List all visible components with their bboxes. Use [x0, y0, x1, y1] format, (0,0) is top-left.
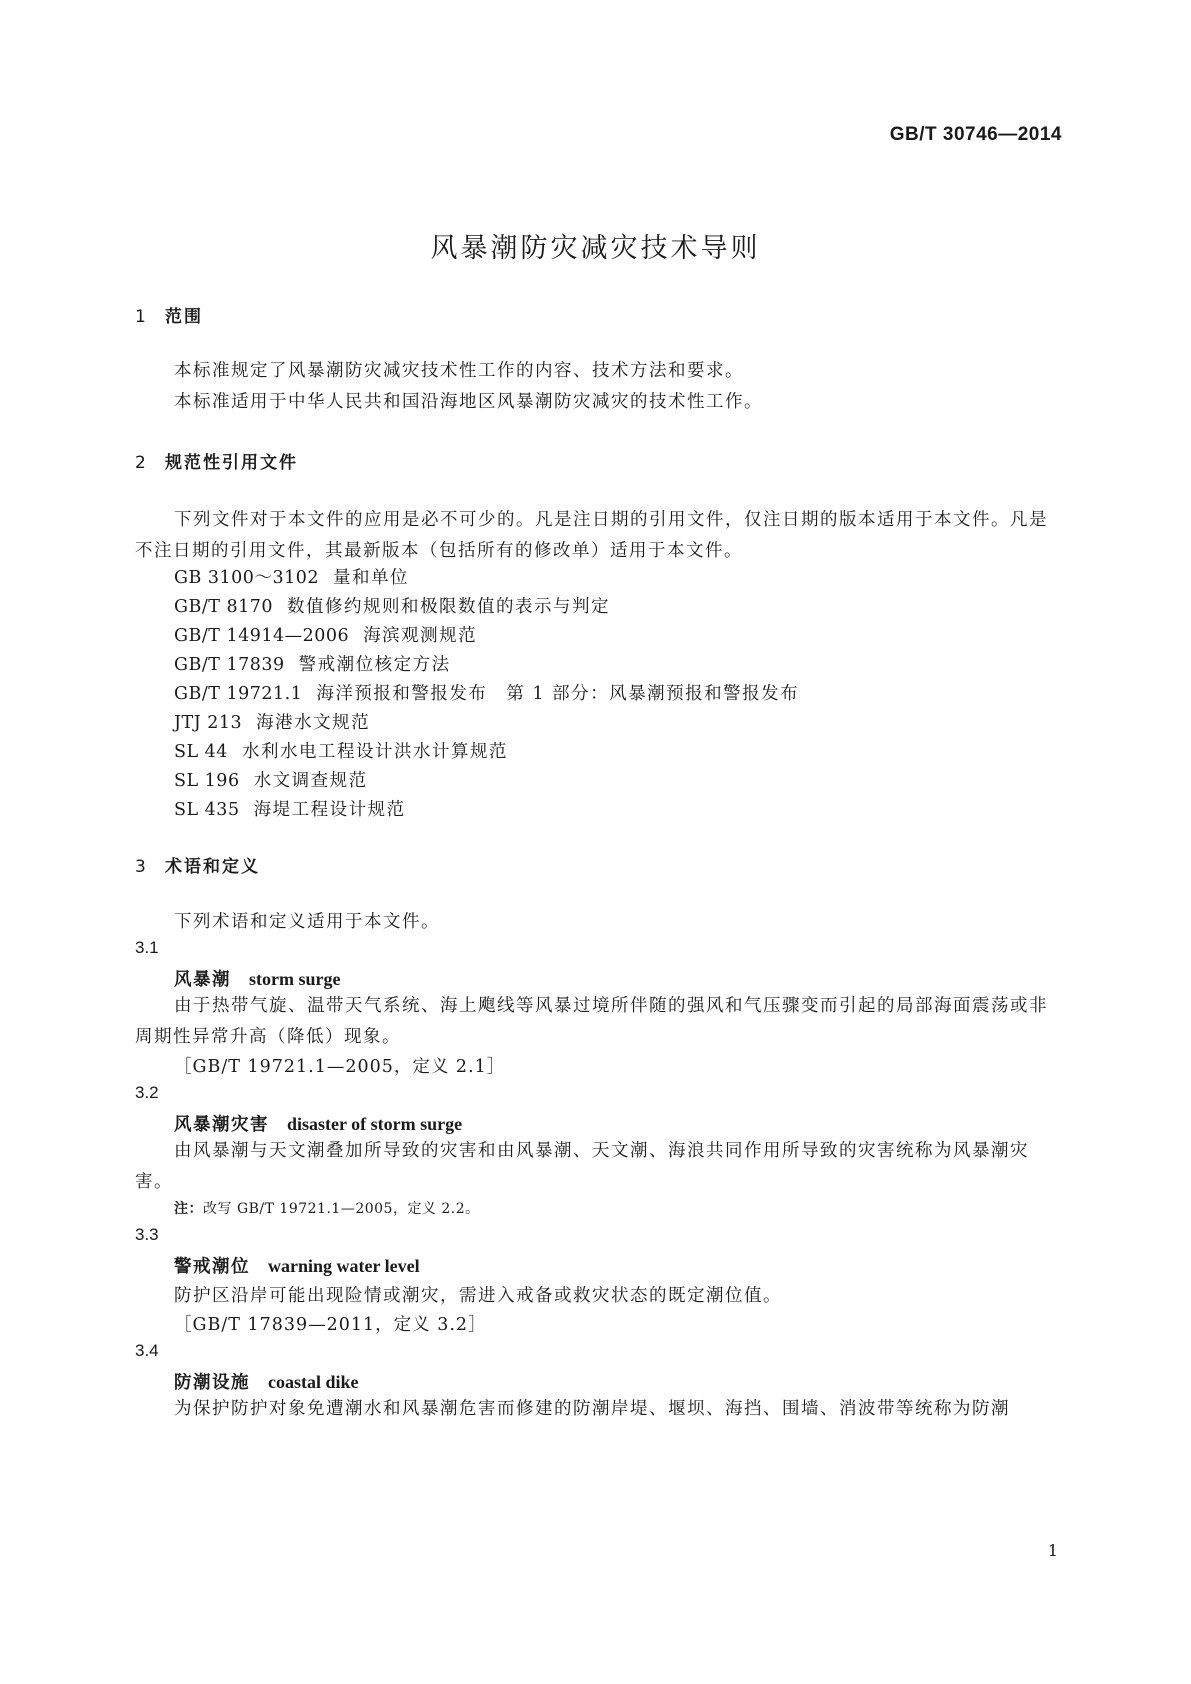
- term-source: ［GB/T 19721.1—2005，定义 2.1］: [174, 1057, 506, 1077]
- section-number: 2: [135, 453, 146, 473]
- reference-item: [174, 593, 610, 618]
- reference-code: JTJ 213: [174, 713, 243, 733]
- term-chinese: 风暴潮灾害: [174, 1115, 269, 1135]
- reference-code: GB/T 17839: [174, 655, 285, 675]
- term-heading: [174, 1253, 420, 1278]
- reference-name: 水文调查规范: [253, 771, 368, 791]
- note-label: 注：: [174, 1201, 203, 1217]
- reference-name: 海洋预报和警报发布 第 1 部分：风暴潮预报和警报发布: [316, 684, 800, 704]
- section-number: 3: [135, 857, 146, 877]
- document-title: 风暴潮防灾减灾技术导则: [430, 233, 761, 264]
- reference-item: [174, 651, 451, 676]
- reference-name: 海堤工程设计规范: [253, 800, 406, 820]
- reference-code: SL 196: [174, 771, 240, 791]
- term-english: storm surge: [249, 969, 341, 989]
- page-number: 1: [1047, 1541, 1058, 1560]
- section-2-heading: [135, 448, 298, 473]
- terms-intro: 下列术语和定义适用于本文件。: [174, 912, 440, 932]
- reference-item: [174, 796, 406, 821]
- term-definition: 由于热带气旋、温带天气系统、海上飑线等风暴过境所伴随的强风和气压骤变而引起的局部海面震荡或非周期性异常升高（降低）现象。: [135, 996, 1048, 1047]
- term-number: 3.3: [135, 1225, 159, 1244]
- term-definition: 为保护防护对象免遭潮水和风暴潮危害而修建的防潮岸堤、堰坝、海挡、围墙、消波带等统称为防潮: [174, 1399, 1010, 1419]
- term-english: warning water level: [268, 1256, 420, 1276]
- reference-code: GB 3100～3102: [174, 568, 319, 588]
- section-number: 1: [135, 307, 146, 327]
- section-title: 规范性引用文件: [165, 453, 298, 473]
- reference-name: 海滨观测规范: [363, 626, 478, 646]
- term-number: 3.4: [135, 1341, 159, 1360]
- reference-code: SL 435: [174, 800, 240, 820]
- term-english: disaster of storm surge: [287, 1114, 463, 1134]
- scope-paragraph-2: 本标准适用于中华人民共和国沿海地区风暴潮防灾减灾的技术性工作。: [174, 392, 763, 412]
- reference-code: GB/T 19721.1: [174, 684, 303, 704]
- term-source: ［GB/T 17839—2011，定义 3.2］: [174, 1315, 487, 1335]
- term-heading: [174, 966, 340, 991]
- note-text: 改写 GB/T 19721.1—2005，定义 2.2。: [203, 1201, 480, 1217]
- term-definition: 由风暴潮与天文潮叠加所导致的灾害和由风暴潮、天文潮、海浪共同作用所导致的灾害统称为风暴潮灾害。: [135, 1141, 1029, 1192]
- references-intro: 下列文件对于本文件的应用是必不可少的。凡是注日期的引用文件，仅注日期的版本适用于本文件。凡是不注日期的引用文件，其最新版本（包括所有的修改单）适用于本文件。: [135, 510, 1048, 561]
- reference-item: [174, 767, 368, 792]
- section-title: 范围: [165, 307, 203, 327]
- term-chinese: 防潮设施: [174, 1373, 250, 1393]
- reference-item: [174, 622, 477, 647]
- reference-name: 警戒潮位核定方法: [298, 655, 451, 675]
- reference-name: 水利水电工程设计洪水计算规范: [241, 742, 508, 762]
- reference-item: [174, 564, 409, 589]
- term-number: 3.1: [135, 938, 159, 957]
- term-note: [174, 1198, 480, 1218]
- term-heading: [174, 1369, 359, 1394]
- term-chinese: 警戒潮位: [174, 1257, 250, 1277]
- term-english: coastal dike: [268, 1372, 359, 1392]
- reference-code: GB/T 14914—2006: [174, 626, 350, 646]
- section-title: 术语和定义: [165, 857, 260, 877]
- section-1-heading: [135, 302, 203, 327]
- term-number: 3.2: [135, 1083, 159, 1102]
- term-definition: 防护区沿岸可能出现险情或潮灾，需进入戒备或救灾状态的既定潮位值。: [174, 1286, 782, 1306]
- reference-item: [174, 709, 370, 734]
- scope-paragraph-1: 本标准规定了风暴潮防灾减灾技术性工作的内容、技术方法和要求。: [174, 361, 744, 381]
- standard-code: GB/T 30746—2014: [889, 124, 1062, 145]
- reference-name: 量和单位: [332, 568, 409, 588]
- reference-item: [174, 738, 508, 763]
- reference-name: 海港水文规范: [256, 713, 371, 733]
- term-heading: [174, 1111, 462, 1136]
- reference-code: GB/T 8170: [174, 597, 274, 617]
- reference-code: SL 44: [174, 742, 228, 762]
- term-chinese: 风暴潮: [174, 970, 231, 990]
- section-3-heading: [135, 852, 260, 877]
- reference-item: [174, 680, 799, 705]
- reference-name: 数值修约规则和极限数值的表示与判定: [287, 597, 611, 617]
